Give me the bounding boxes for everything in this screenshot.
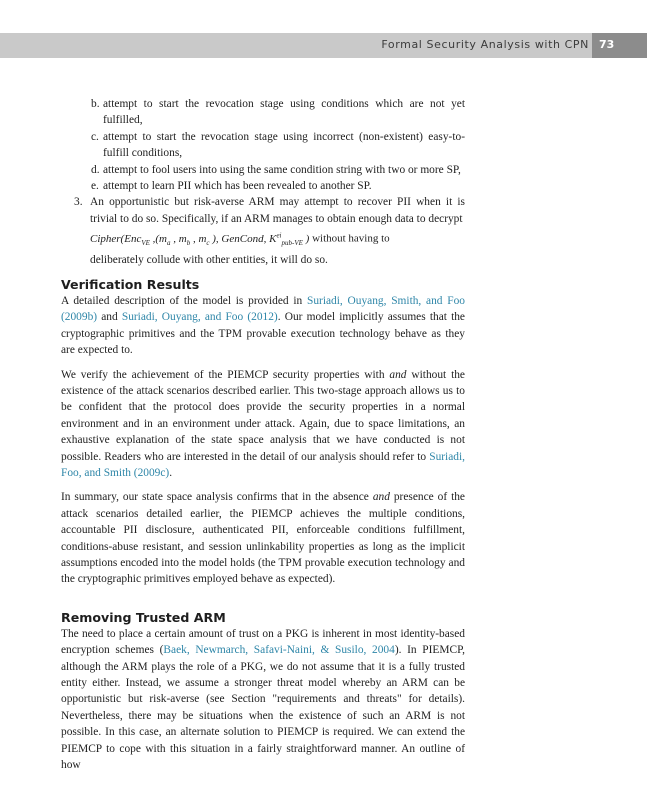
text-run: In summary, our state space analysis confirms that in the absence (61, 491, 373, 504)
list-text: attempt to start the revocation stage using incorrect (non-existent) easy-to-fulfill conditions, (103, 130, 465, 160)
list-item-b (61, 96, 465, 129)
text-run: The need to place a certain amount of trust on a PKG is inherent in most identity-based encryption schemes ( (61, 627, 465, 657)
text-run: . (169, 466, 173, 479)
formula-tail-inline: without having to (312, 232, 390, 245)
list-text: An opportunistic but risk-averse ARM may attempt to recover PII when it is trivial to do so. Specifically, if an ARM manages to obtain enough data to decrypt (90, 196, 465, 225)
paragraph-verification-2 (61, 367, 465, 482)
formula-math: Cipher(Enc$_{VE}$ $,(m_a$ , $m_b$ , $m_c$ ), GenCond, $K^{ei}_{pub-VE}$ ) (90, 231, 310, 248)
page-content (61, 96, 465, 781)
list-text: attempt to start the revocation stage using conditions which are not yet fulfilled, (103, 98, 465, 127)
list-item-d (61, 162, 465, 178)
list-text: attempt to fool users into using the same condition string with two or more SP, (103, 163, 461, 176)
cipher-formula (61, 227, 465, 251)
text-run: and (97, 311, 122, 324)
text-run: without the existence of the attack scenarios described earlier. This two-stage approach allows us to be confident that the protocol does provide the security properties in a normal environment and in an environment under attack. Again, due to space limitations, an exhaustive explanation of the state space analysis that we have conducted is not possible. Readers who are interested in the detail of our analysis should refer to (61, 368, 465, 463)
paragraph-removing-arm (61, 626, 465, 774)
list-text: attempt to learn PII which has been revealed to another SP. (103, 180, 372, 193)
list-label: b. (91, 98, 100, 110)
heading-removing-trusted-arm: Removing Trusted ARM (61, 609, 226, 625)
list-item-c (61, 129, 465, 162)
running-title: Formal Security Analysis with CPN (381, 38, 589, 51)
list-item-e (61, 178, 465, 194)
paragraph-verification-1 (61, 293, 465, 359)
text-run: ). In PIEMCP, although the ARM plays the role of a PKG, we do not assume that it is a fully trusted entity either. Instead, we assume a stronger threat model whereby an ARM can be opportunistic but risk-averse (see Section "requirements and threats" for details). Nevertheless, there may be situations when the existence of such an ARM is not possible. In this case, an alternate solution to PIEMCP is required. We can extend the PIEMCP to cope with this situation in a fairly straightforward manner. An outline of how (61, 644, 465, 772)
page-number: 73 (599, 38, 615, 51)
list-label: d. (91, 163, 100, 176)
text-run: presence of the attack scenarios detailed earlier, the PIEMCP achieves the multiple conditions, accountable PII disclosure, authenticated PII, enforceable conditions fulfillment, conditions-abuse resistant, and session unlinkability properties as long as the implicit assumptions encoded into the model holds (the TPM provable execution technology and the cryptographic primitives employed behave as expected). (61, 491, 465, 586)
paragraph-verification-3 (61, 489, 465, 587)
text-run: A detailed description of the model is provided in (61, 294, 308, 307)
list-label: e. (91, 180, 99, 193)
heading-verification-results: Verification Results (61, 276, 200, 292)
text-run: . Our model implicitly assumes that the cryptographic primitives and the TPM provable execution technology behave as they are expected to. (61, 311, 465, 357)
list-label: c. (91, 130, 99, 143)
list-label: 3. (74, 196, 83, 209)
list-item-3 (61, 194, 465, 227)
emphasis: and (389, 368, 407, 381)
citation-link[interactable]: Suriadi, Ouyang, Smith, and Foo (2009b) (61, 294, 465, 324)
citation-link[interactable]: Suriadi, Ouyang, and Foo (2012) (121, 311, 278, 324)
citation-link[interactable]: Suriadi, Foo, and Smith (2009c) (61, 450, 465, 479)
emphasis: and (372, 491, 390, 504)
formula-tail: deliberately collude with other entities, it will do so. (90, 253, 328, 266)
text-run: We verify the achievement of the PIEMCP security properties with (61, 368, 390, 381)
citation-link[interactable]: Baek, Newmarch, Safavi-Naini, & Susilo, 2004 (163, 644, 395, 657)
